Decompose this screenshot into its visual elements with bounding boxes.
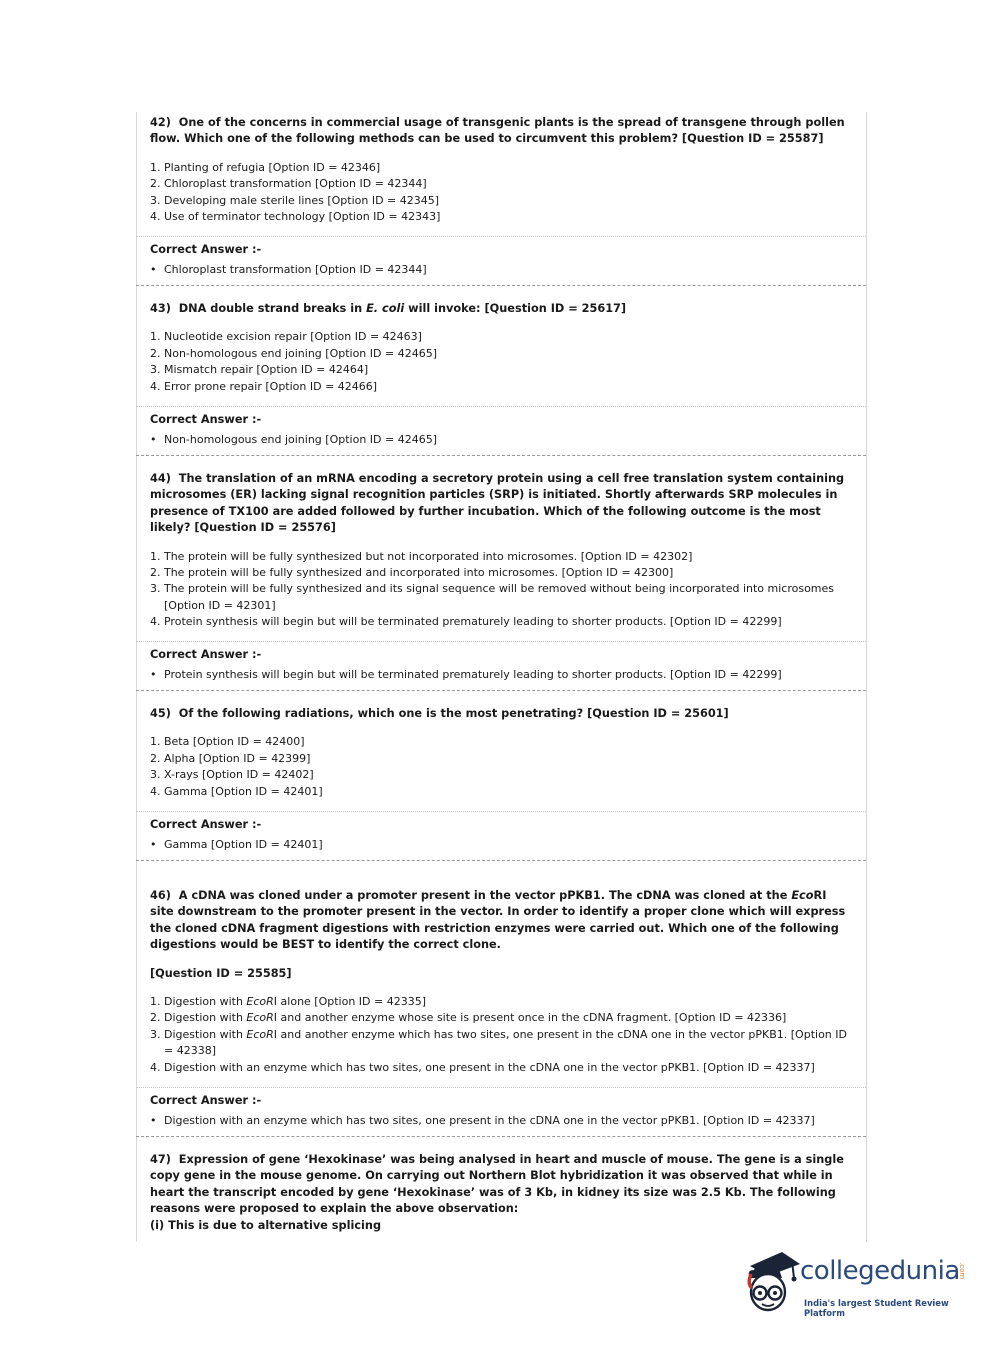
divider <box>136 406 866 407</box>
logo-wordmark: collegedunia <box>800 1256 960 1286</box>
option: 4. Protein synthesis will begin but will be terminated prematurely leading to shorter products. [Option ID = 42299] <box>150 615 782 629</box>
option: 3. The protein will be fully synthesized and its signal sequence will be removed without being incorporated into microsomes [Option ID = 42301] <box>150 582 835 612</box>
option: 3. X-rays [Option ID = 42402] <box>150 768 314 782</box>
option: 4. Gamma [Option ID = 42401] <box>150 784 323 798</box>
option: 2. Non-homologous end joining [Option ID = 42465] <box>150 346 437 360</box>
divider <box>136 1087 866 1088</box>
options-list <box>136 734 866 800</box>
option: 1. Planting of refugia [Option ID = 42346] <box>150 160 381 174</box>
question-separator <box>136 860 866 861</box>
logo-tagline: India's largest Student Review Platform <box>804 1298 949 1318</box>
correct-answer-46 <box>136 1093 866 1129</box>
question-42 <box>136 115 866 225</box>
options-list <box>136 549 866 631</box>
option: 1. The protein will be fully synthesized but not incorporated into microsomes. [Option ID = 42302] <box>150 549 693 563</box>
correct-answer-label: Correct Answer :- <box>150 413 262 426</box>
question-separator <box>136 690 866 691</box>
option: 1. Nucleotide excision repair [Option ID = 42463] <box>150 330 422 344</box>
question-text: 43) DNA double strand breaks in E. coli will invoke: [Question ID = 25617] <box>150 302 627 315</box>
correct-answer-44 <box>136 647 866 683</box>
correct-answer-value: • Gamma [Option ID = 42401] <box>150 838 323 851</box>
question-text: 46) A cDNA was cloned under a promoter present in the vector pPKB1. The cDNA was cloned at the EcoRI site downstream to the promoter present in the vector. In order to identify a proper clone which will express the cloned cDNA fragment digestions with restriction enzymes were carried out. Which one of the following digestions would be BEST to identify the correct clone. <box>150 889 846 952</box>
divider <box>136 641 866 642</box>
option: 2. Chloroplast transformation [Option ID = 42344] <box>150 177 427 191</box>
option: 3. Digestion with EcoRI and another enzyme which has two sites, one present in the cDNA one in the vector pPKB1. [Option ID = 42338] <box>150 1027 847 1058</box>
option: 3. Mismatch repair [Option ID = 42464] <box>150 363 369 377</box>
question-text: 42) One of the concerns in commercial usage of transgenic plants is the spread of transgene through pollen flow. Which one of the following methods can be used to circumvent this problem? [Question ID = 25587] <box>150 116 845 146</box>
correct-answer-value: • Non-homologous end joining [Option ID = 42465] <box>150 433 437 446</box>
question-separator <box>136 1136 866 1137</box>
correct-answer-value: • Digestion with an enzyme which has two sites, one present in the cDNA one in the vector pPKB1. [Option ID = 42337] <box>150 1114 815 1127</box>
correct-answer-value: • Chloroplast transformation [Option ID = 42344] <box>150 263 427 276</box>
correct-answer-45 <box>136 817 866 853</box>
question-44 <box>136 471 866 631</box>
options-list <box>136 994 866 1076</box>
correct-answer-label: Correct Answer :- <box>150 1094 262 1107</box>
mascot-icon <box>742 1248 802 1314</box>
question-separator <box>136 285 866 286</box>
correct-answer-label: Correct Answer :- <box>150 243 262 256</box>
question-text: 47) Expression of gene ‘Hexokinase’ was being analysed in heart and muscle of mouse. The gene is a single copy gene in the mouse genome. On carrying out Northern Blot hybridization it was observed that while in heart the transcript encoded by gene ‘Hexokinase’ was of 3 Kb, in kidney its size was 2.5 Kb. The following reasons were proposed to explain the above observation: <box>150 1153 844 1216</box>
option: 4. Use of terminator technology [Option ID = 42343] <box>150 210 441 224</box>
option: 3. Developing male sterile lines [Option ID = 42345] <box>150 193 440 207</box>
option: 1. Beta [Option ID = 42400] <box>150 735 305 749</box>
correct-answer-42 <box>136 242 866 278</box>
question-45 <box>136 706 866 800</box>
option: 2. The protein will be fully synthesized and incorporated into microsomes. [Option ID = 42300] <box>150 566 674 580</box>
correct-answer-value: • Protein synthesis will begin but will be terminated prematurely leading to shorter products. [Option ID = 42299] <box>150 668 782 681</box>
options-list <box>136 160 866 226</box>
option: 4. Digestion with an enzyme which has two sites, one present in the cDNA one in the vector pPKB1. [Option ID = 42337] <box>150 1060 815 1074</box>
correct-answer-label: Correct Answer :- <box>150 648 262 661</box>
question-separator <box>136 455 866 456</box>
correct-answer-label: Correct Answer :- <box>150 818 262 831</box>
option: 4. Error prone repair [Option ID = 42466] <box>150 379 378 393</box>
question-id: [Question ID = 25585] <box>150 966 292 980</box>
question-43 <box>136 301 866 395</box>
logo-domain: .com <box>958 1262 966 1280</box>
divider <box>136 236 866 237</box>
options-list <box>136 329 866 395</box>
option: 2. Digestion with EcoRI and another enzyme whose site is present once in the cDNA fragment. [Option ID = 42336] <box>150 1011 787 1025</box>
question-47 <box>136 1152 866 1234</box>
question-46 <box>136 888 866 1076</box>
question-statement: (i) This is due to alternative splicing <box>150 1218 382 1232</box>
question-text: 45) Of the following radiations, which one is the most penetrating? [Question ID = 25601] <box>150 707 729 720</box>
option: 2. Alpha [Option ID = 42399] <box>150 751 311 765</box>
divider <box>136 811 866 812</box>
collegedunia-logo <box>742 1248 972 1318</box>
correct-answer-43 <box>136 412 866 448</box>
option: 1. Digestion with EcoRI alone [Option ID = 42335] <box>150 995 427 1009</box>
question-text: 44) The translation of an mRNA encoding a secretory protein using a cell free translation system containing microsomes (ER) lacking signal recognition particles (SRP) is initiated. Shortly afterwards SRP molecules in presence of TX100 are added followed by further incubation. Which of the following outcome is the most likely? [Question ID = 25576] <box>150 472 845 535</box>
